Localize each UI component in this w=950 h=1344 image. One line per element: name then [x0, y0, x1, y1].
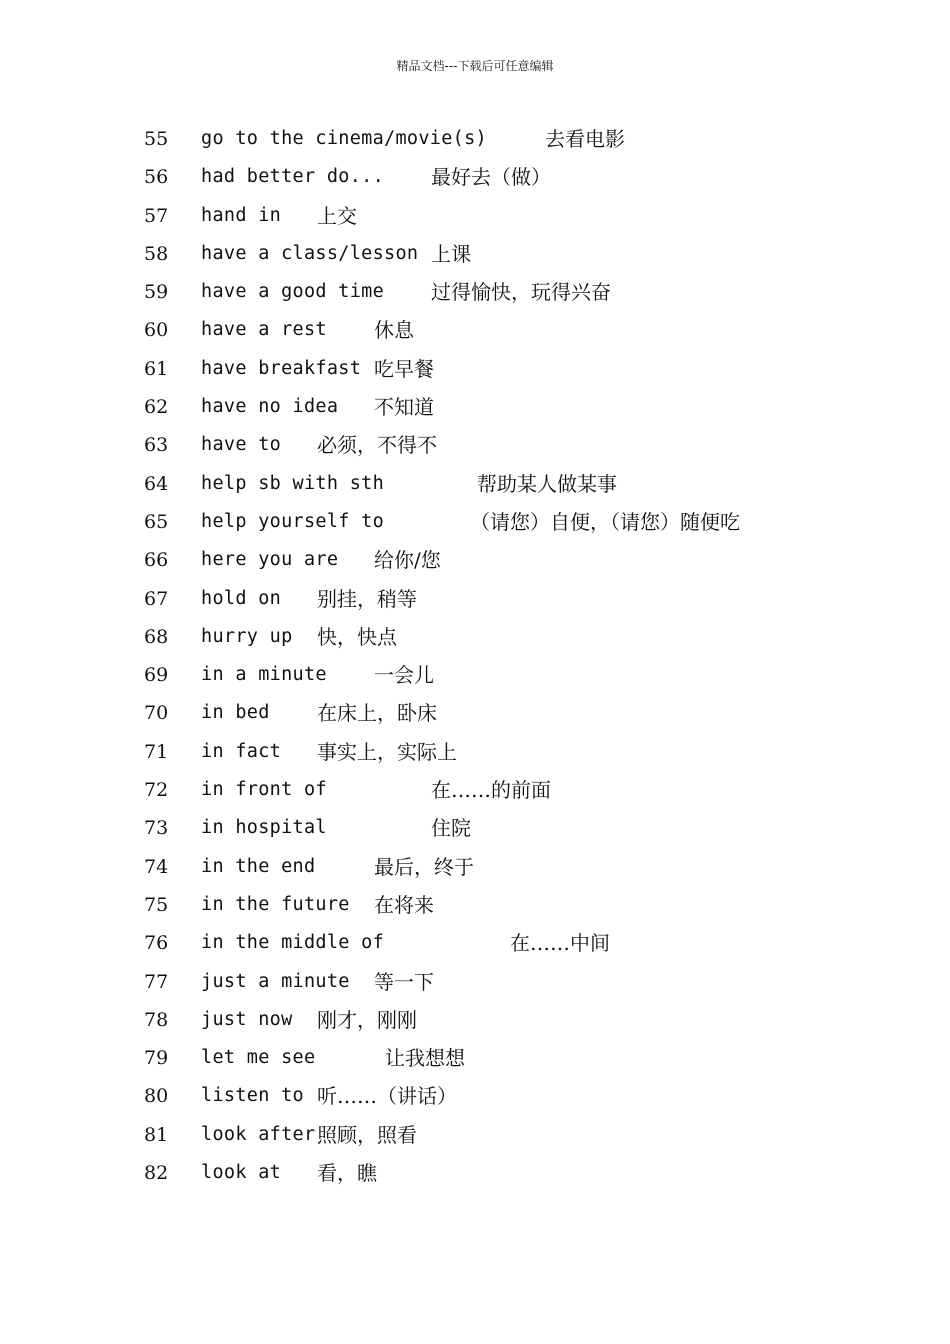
entry-number: 81	[144, 1123, 169, 1146]
list-item	[0, 1116, 950, 1154]
entry-phrase: help yourself to	[201, 510, 385, 532]
entry-phrase: have a rest	[201, 319, 327, 341]
entry-meaning: 必须，不得不	[317, 433, 437, 458]
entry-phrase: in bed	[201, 702, 270, 724]
entry-meaning: （请您）自便，（请您）随便吃	[470, 509, 740, 534]
entry-phrase: hold on	[201, 587, 282, 609]
entry-number: 73	[144, 817, 169, 840]
entry-phrase: let me see	[201, 1047, 316, 1069]
list-item	[0, 580, 950, 618]
entry-number: 72	[144, 779, 169, 802]
entry-phrase: go to the cinema/movie(s)	[201, 128, 487, 149]
entry-phrase: in the middle of	[201, 932, 385, 954]
entry-phrase: hurry up	[201, 625, 293, 647]
entry-phrase: in hospital	[201, 817, 327, 839]
entry-phrase: look at	[201, 1162, 282, 1184]
entry-number: 56	[144, 166, 169, 189]
entry-number: 82	[144, 1162, 169, 1185]
entry-meaning: 在……的前面	[431, 778, 551, 803]
page-header: 精品文档---下载后可任意编辑	[396, 59, 554, 73]
entry-phrase: just now	[201, 1008, 293, 1030]
entry-meaning: 刚才，刚刚	[317, 1007, 417, 1032]
entry-meaning: 事实上，实际上	[317, 739, 457, 764]
list-item	[0, 197, 950, 235]
entry-phrase: just a minute	[201, 970, 350, 992]
entry-meaning: 等一下	[374, 969, 434, 994]
entry-number: 68	[144, 625, 169, 648]
entry-meaning: 住院	[431, 816, 471, 841]
entry-phrase: here you are	[201, 549, 339, 571]
entry-number: 62	[144, 396, 169, 419]
entry-number: 60	[144, 319, 169, 342]
entry-meaning: 最后，终于	[374, 854, 474, 879]
entry-meaning: 吃早餐	[374, 356, 434, 381]
entry-number: 70	[144, 702, 169, 725]
entry-meaning: 给你/您	[374, 548, 441, 573]
list-item	[0, 158, 950, 196]
list-item	[0, 618, 950, 656]
entry-meaning: 看，瞧	[317, 1161, 377, 1186]
entry-phrase: had better do...	[201, 166, 385, 188]
entry-meaning: 上交	[317, 203, 357, 228]
list-item	[0, 465, 950, 503]
entry-meaning: 别挂，稍等	[317, 586, 417, 611]
phrase-list	[0, 120, 950, 1192]
entry-meaning: 上课	[431, 241, 471, 266]
entry-meaning: 去看电影	[545, 127, 625, 151]
entry-number: 71	[144, 740, 169, 763]
entry-number: 76	[144, 932, 169, 955]
entry-meaning: 快，快点	[317, 624, 397, 649]
entry-phrase: in fact	[201, 740, 282, 762]
list-item	[0, 350, 950, 388]
entry-number: 78	[144, 1008, 169, 1031]
list-item	[0, 273, 950, 311]
list-item	[0, 311, 950, 349]
entry-meaning: 不知道	[374, 395, 434, 420]
entry-number: 67	[144, 587, 169, 610]
entry-meaning: 帮助某人做某事	[477, 471, 617, 496]
entry-phrase: have no idea	[201, 396, 339, 418]
list-item	[0, 388, 950, 426]
entry-number: 80	[144, 1085, 169, 1108]
entry-number: 66	[144, 549, 169, 572]
entry-meaning: 休息	[374, 318, 414, 343]
list-item	[0, 235, 950, 273]
list-item	[0, 1001, 950, 1039]
list-item	[0, 694, 950, 732]
list-item	[0, 1077, 950, 1115]
entry-meaning: 过得愉快，玩得兴奋	[431, 280, 611, 305]
entry-phrase: listen to	[201, 1085, 304, 1107]
entry-meaning: 让我想想	[385, 1046, 465, 1071]
entry-phrase: in the future	[201, 893, 350, 915]
entry-number: 61	[144, 357, 169, 380]
entry-number: 59	[144, 281, 169, 304]
entry-number: 64	[144, 472, 169, 495]
entry-meaning: 最好去（做）	[431, 165, 551, 190]
list-item	[0, 503, 950, 541]
entry-phrase: look after	[201, 1123, 316, 1145]
entry-meaning: 照顾，照看	[317, 1122, 417, 1147]
entry-meaning: 听……（讲话）	[317, 1084, 457, 1109]
entry-phrase: hand in	[201, 204, 282, 226]
entry-number: 77	[144, 970, 169, 993]
entry-number: 57	[144, 204, 169, 227]
list-item	[0, 1154, 950, 1192]
entry-number: 79	[144, 1047, 169, 1070]
list-item	[0, 963, 950, 1001]
list-item	[0, 809, 950, 847]
entry-phrase: in a minute	[201, 664, 327, 686]
entry-number: 55	[144, 128, 169, 150]
entry-number: 75	[144, 893, 169, 916]
list-item	[0, 848, 950, 886]
list-item	[0, 886, 950, 924]
entry-number: 74	[144, 855, 169, 878]
entry-number: 65	[144, 510, 169, 533]
list-item	[0, 120, 950, 158]
entry-phrase: help sb with sth	[201, 472, 385, 494]
list-item	[0, 656, 950, 694]
entry-meaning: 在将来	[374, 892, 434, 917]
entry-number: 69	[144, 664, 169, 687]
list-item	[0, 426, 950, 464]
entry-phrase: in the end	[201, 855, 316, 877]
entry-phrase: have to	[201, 434, 282, 456]
list-item	[0, 924, 950, 962]
entry-meaning: 一会儿	[374, 663, 434, 688]
entry-phrase: have breakfast	[201, 357, 362, 379]
entry-number: 63	[144, 434, 169, 457]
entry-phrase: in front of	[201, 779, 327, 801]
entry-meaning: 在床上，卧床	[317, 701, 437, 726]
list-item	[0, 1039, 950, 1077]
list-item	[0, 541, 950, 579]
entry-phrase: have a class/lesson	[201, 242, 419, 264]
list-item	[0, 771, 950, 809]
entry-number: 58	[144, 242, 169, 265]
entry-phrase: have a good time	[201, 281, 385, 303]
entry-meaning: 在……中间	[510, 931, 610, 956]
list-item	[0, 733, 950, 771]
